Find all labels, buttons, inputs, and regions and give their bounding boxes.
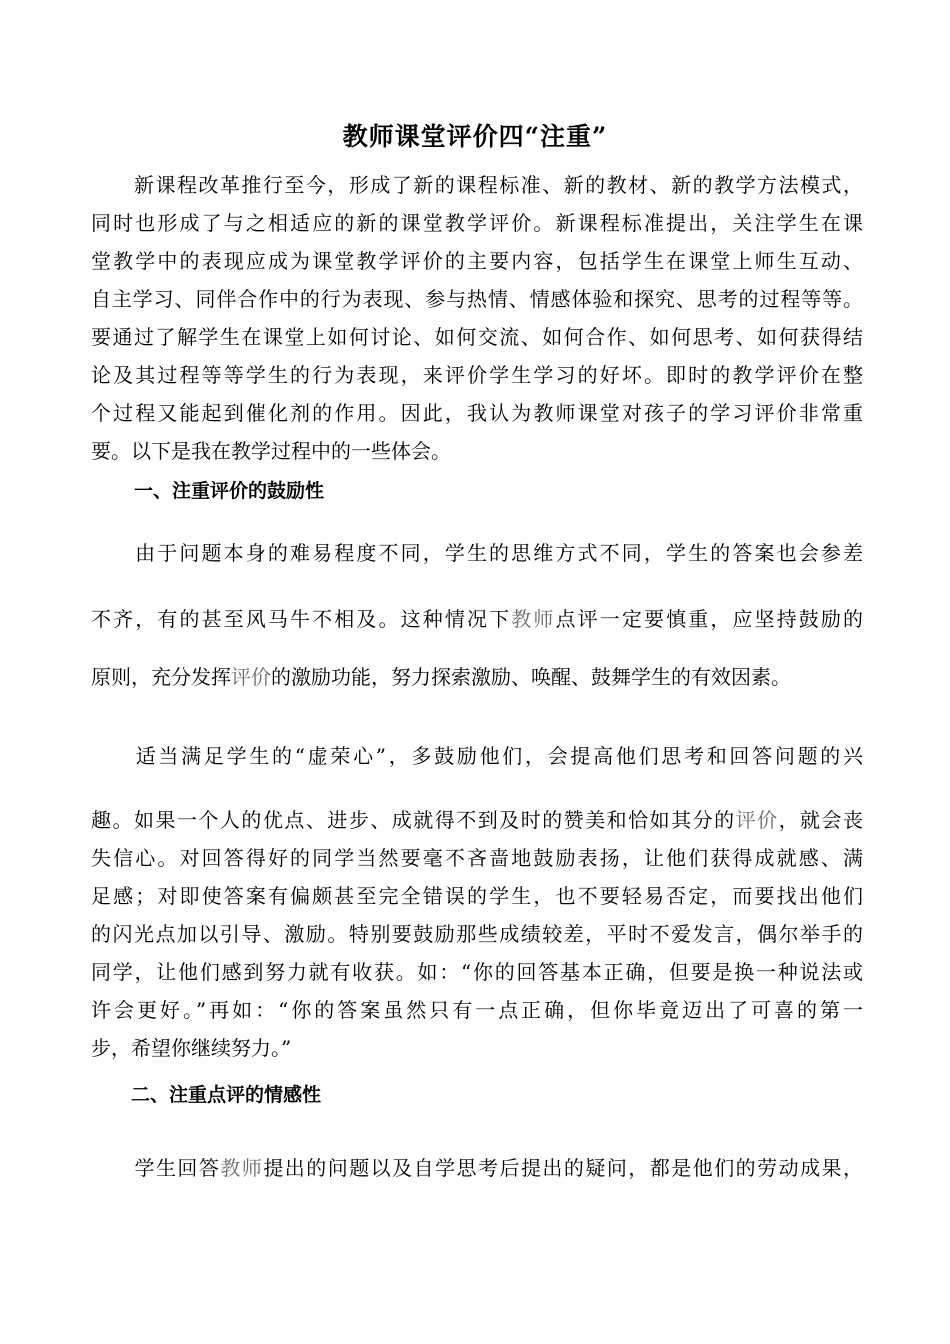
intro-line-1: 新课程改革推行至今，形成了新的课程标准、新的教材、新的教学方法模式， xyxy=(91,173,863,197)
intro-line-5: 要通过了解学生在课堂上如何讨论、如何交流、如何合作、如何思考、如何获得结 xyxy=(91,325,863,349)
s1-p2-line-2 xyxy=(91,808,863,832)
intro-line-7: 个过程又能起到催化剂的作用。因此，我认为教师课堂对孩子的学习评价非常重 xyxy=(91,401,863,425)
s2-p1-line-1 xyxy=(113,1156,863,1180)
s1-p2-line-3: 失信心。对回答得好的同学当然要毫不吝啬地鼓励表扬，让他们获得成就感、满 xyxy=(91,846,863,870)
teacher-link-2[interactable]: 教师 xyxy=(220,1156,264,1180)
intro-line-6: 论及其过程等等学生的行为表现，来评价学生学习的好坏。即时的教学评价在整 xyxy=(91,363,863,387)
s1-p2-line-5: 的闪光点加以引导、激励。特别要鼓励那些成绩较差，平时不爱发言，偶尔举手的 xyxy=(91,922,863,946)
document-title: 教师课堂评价四“注重” xyxy=(342,122,608,151)
section-2-heading: 二、注重点评的情感性 xyxy=(131,1084,322,1106)
s1-p1-line-2 xyxy=(91,607,863,631)
s1-p2-line-7: 许会更好。”再如：“你的答案虽然只有一点正确，但你毕竟迈出了可喜的第一 xyxy=(91,998,863,1022)
intro-line-8: 要。以下是我在教学过程中的一些体会。 xyxy=(91,439,451,463)
s1-p2-line-6: 同学，让他们感到努力就有收获。如：“你的回答基本正确，但要是换一种说法或 xyxy=(91,960,863,984)
s2-p1-line-1-text-b: 提出的问题以及自学思考后提出的疑问，都是他们的劳动成果， xyxy=(263,1156,864,1180)
evaluation-link-2[interactable]: 评价 xyxy=(735,808,779,832)
s1-p2-line-2-text-a: 趣。如果一个人的优点、进步、成就得不到及时的赞美和恰如其分的 xyxy=(91,808,736,832)
s1-p1-line-3-text-b: 的激励功能，努力探索激励、唤醒、鼓舞学生的有效因素。 xyxy=(271,665,791,689)
s1-p1-line-1: 由于问题本身的难易程度不同，学生的思维方式不同，学生的答案也会参差 xyxy=(113,541,863,565)
teacher-link[interactable]: 教师 xyxy=(511,607,556,631)
s2-p1-line-1-text-a: 学生回答 xyxy=(113,1156,221,1180)
intro-line-4: 自主学习、同伴合作中的行为表现、参与热情、情感体验和探究、思考的过程等等。 xyxy=(91,287,863,311)
s1-p1-line-2-text-a: 不齐，有的甚至风马牛不相及。这种情况下 xyxy=(91,607,512,631)
s1-p1-line-3-text-a: 原则，充分发挥 xyxy=(91,665,231,689)
intro-line-2: 同时也形成了与之相适应的新的课堂教学评价。新课程标准提出，关注学生在课 xyxy=(91,211,863,235)
section-1-heading: 一、注重评价的鼓励性 xyxy=(134,480,325,502)
s1-p1-line-2-text-b: 点评一定要慎重，应坚持鼓励的 xyxy=(555,607,864,631)
evaluation-link[interactable]: 评价 xyxy=(231,665,271,689)
s1-p2-line-1: 适当满足学生的“虚荣心”，多鼓励他们，会提高他们思考和回答问题的兴 xyxy=(113,744,863,768)
intro-line-3: 堂教学中的表现应成为课堂教学评价的主要内容，包括学生在课堂上师生互动、 xyxy=(91,249,863,273)
s1-p2-line-2-text-b: ，就会丧 xyxy=(778,808,864,832)
s1-p1-line-3 xyxy=(91,665,863,689)
s1-p2-line-4: 足感；对即使答案有偏颇甚至完全错误的学生，也不要轻易否定，而要找出他们 xyxy=(91,884,863,908)
s1-p2-line-8: 步，希望你继续努力。” xyxy=(91,1036,292,1060)
